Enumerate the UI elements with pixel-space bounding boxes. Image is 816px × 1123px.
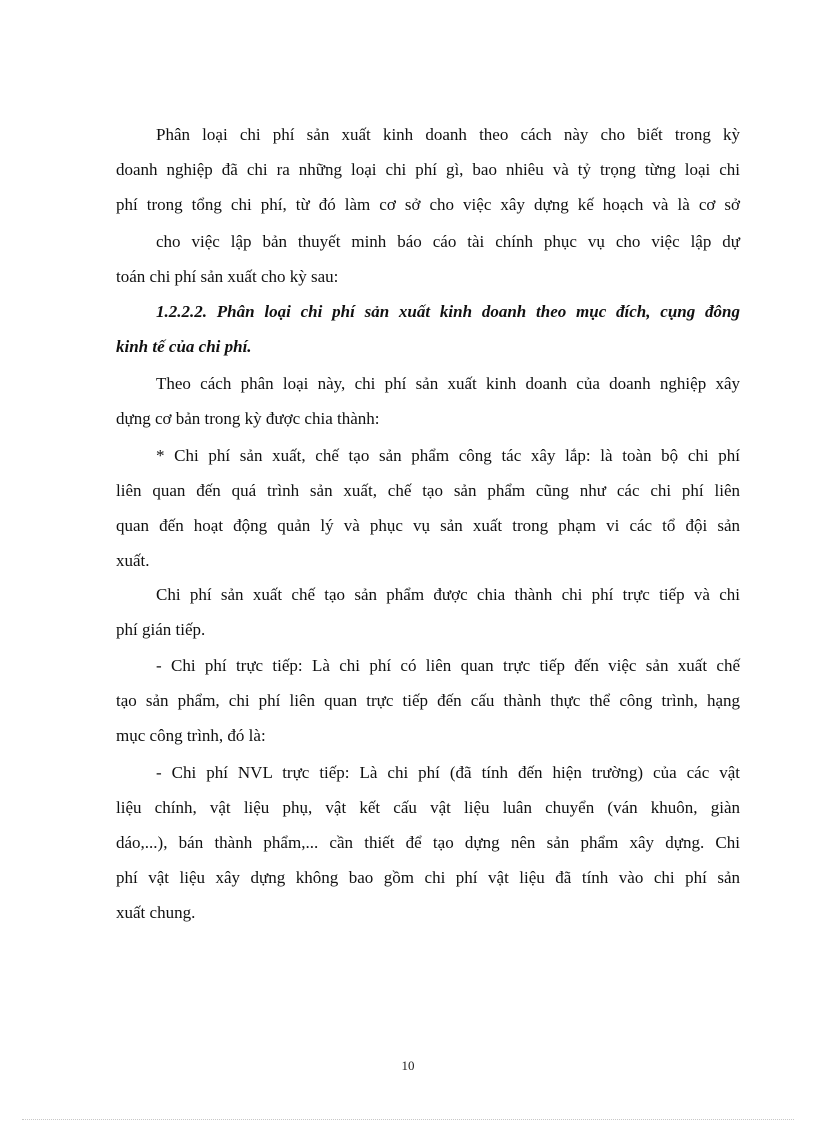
text-line: dáo,...), bán thành phẩm,... cần thiết để tạo dựng nên sản phẩm xây dựng. Chi [116, 833, 740, 852]
text-line: - Chi phí NVL trực tiếp: Là chi phí (đã tính đến hiện trường) của các vật [156, 763, 740, 782]
text-line: toán chi phí sản xuất cho kỳ sau: [116, 267, 339, 286]
text-line: mục công trình, đó là: [116, 726, 266, 745]
text-line: * Chi phí sản xuất, chế tạo sản phẩm công tác xây lắp: là toàn bộ chi phí [156, 446, 740, 465]
paragraph [116, 438, 740, 578]
page-bottom-divider [22, 1119, 794, 1120]
text-line: tạo sản phẩm, chi phí liên quan trực tiếp đến cấu thành thực thể công trình, hạng [116, 691, 740, 710]
text-line: liệu chính, vật liệu phụ, vật kết cấu vật liệu luân chuyển (ván khuôn, giàn [116, 798, 740, 817]
text-line: liên quan đến quá trình sản xuất, chế tạo sản phẩm cũng như các chi phí liên [116, 481, 740, 500]
paragraph [116, 755, 740, 930]
text-line: phí vật liệu xây dựng không bao gồm chi phí vật liệu đã tính vào chi phí sản [116, 868, 740, 887]
text-line: Theo cách phân loại này, chi phí sản xuất kinh doanh của doanh nghiệp xây [156, 374, 740, 393]
text-line: xuất chung. [116, 903, 196, 922]
page-number: 10 [401, 1058, 415, 1073]
text-line: phí gián tiếp. [116, 620, 206, 639]
text-line: quan đến hoạt động quản lý và phục vụ sản xuất trong phạm vi các tổ đội sản [116, 516, 740, 535]
text-line: xuất. [116, 551, 150, 570]
text-line: cho việc lập bản thuyết minh báo cáo tài chính phục vụ cho việc lập dự [156, 232, 740, 251]
paragraph [116, 366, 740, 436]
text-line: kinh tế của chi phí. [116, 337, 252, 356]
paragraph [116, 577, 740, 647]
text-line: - Chi phí trực tiếp: Là chi phí có liên quan trực tiếp đến việc sản xuất chế [156, 656, 740, 675]
text-line: Phân loại chi phí sản xuất kinh doanh theo cách này cho biết trong kỳ [156, 125, 740, 144]
section-heading [116, 294, 740, 364]
text-line: phí trong tổng chi phí, từ đó làm cơ sở cho việc xây dựng kế hoạch và là cơ sở [116, 195, 740, 214]
paragraph [116, 117, 740, 222]
paragraph [116, 224, 740, 294]
text-line: 1.2.2.2. Phân loại chi phí sản xuất kinh doanh theo mục đích, cụng đông [156, 302, 740, 321]
text-line: Chi phí sản xuất chế tạo sản phẩm được chia thành chi phí trực tiếp và chi [156, 585, 740, 604]
paragraph [116, 648, 740, 753]
text-line: doanh nghiệp đã chi ra những loại chi phí gì, bao nhiêu và tỷ trọng từng loại chi [116, 160, 740, 179]
text-line: dựng cơ bản trong kỳ được chia thành: [116, 409, 380, 428]
